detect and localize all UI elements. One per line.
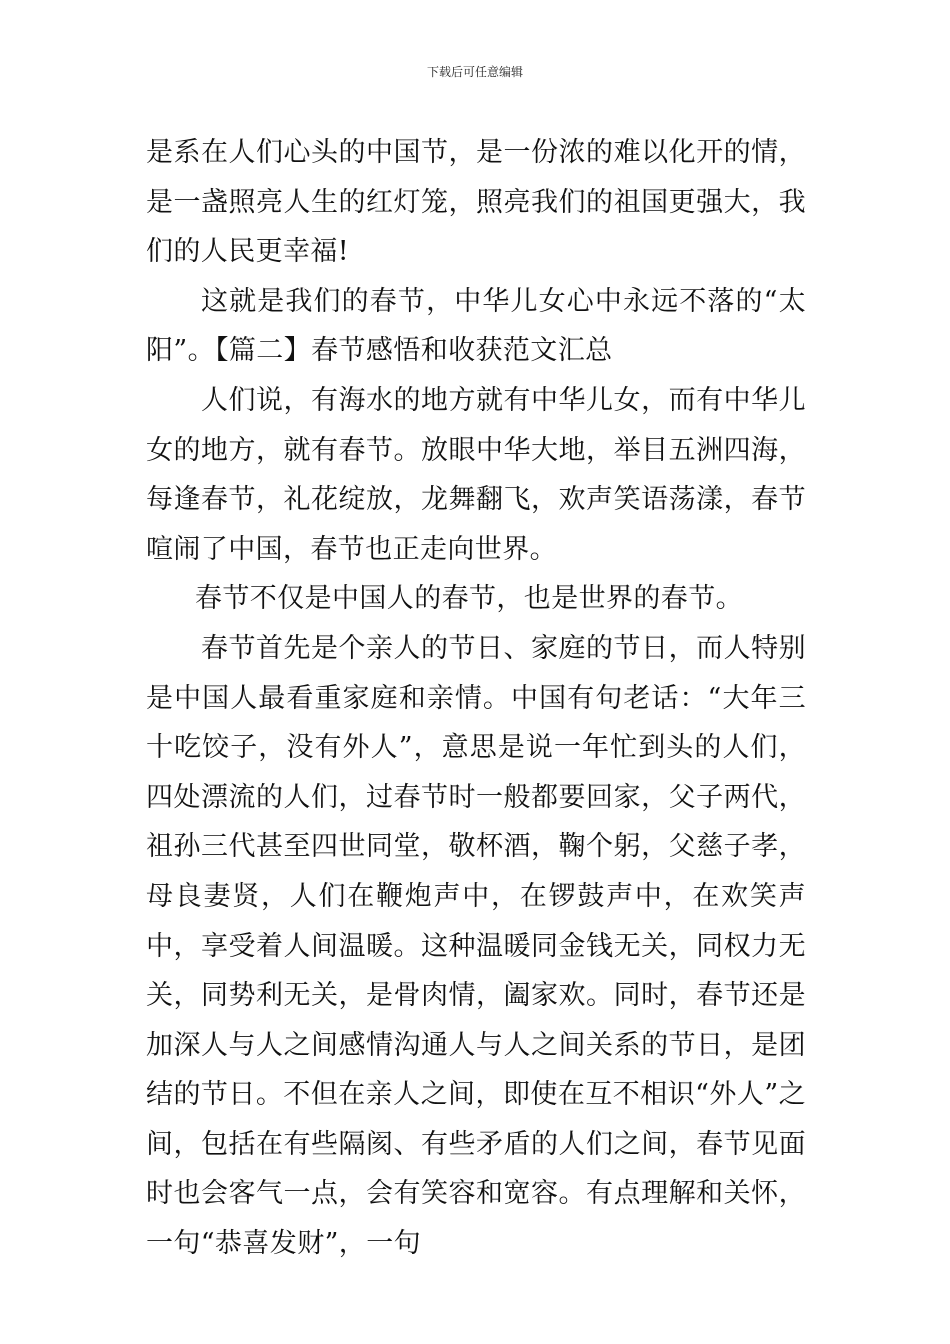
paragraph-4: 春节不仅是中国人的春节，也是世界的春节。 — [195, 583, 743, 615]
paragraph-3: 人们说，有海水的地方就有中华儿女，而有中华儿女的地方，就有春节。放眼中华大地，举目五洲四海，每逢春节，礼花绽放，龙舞翻飞，欢声笑语荡漾，春节喧闹了中国，春节也正走向世界。 — [146, 384, 806, 565]
page-header: 下载后可任意编辑 — [426, 65, 523, 79]
paragraph-5: 春节首先是个亲人的节日、家庭的节日，而人特别是中国人最看重家庭和亲情。中国有句老话：“大年三十吃饺子，没有外人”，意思是说一年忙到头的人们，四处漂流的人们，过春节时一般都要回家，父子两代，祖孙三代甚至四世同堂，敬杯酒，鞠个躬，父慈子孝，母良妻贤，人们在鞭炮声中，在锣鼓声中，在欢笑声中，享受着人间温暖。这种温暖同金钱无关，同权力无关，同势利无关，是骨肉情，阖家欢。同时，春节还是加深人与人之间感情沟通人与人之间关系的节日，是团结的节日。不但在亲人之间，即使在互不相识“外人”之间，包括在有些隔阂、有些矛盾的人们之间，春节见面时也会客气一点，会有笑容和宽容。有点理解和关怀，一句“恭喜发财”，一句 — [146, 632, 806, 1260]
paragraph-2: 这就是我们的春节，中华儿女心中永远不落的“太阳”。【篇二】春节感悟和收获范文汇总 — [146, 285, 806, 367]
paragraph-1: 是系在人们心头的中国节，是一份浓的难以化开的情，是一盏照亮人生的红灯笼，照亮我们的祖国更强大，我们的人民更幸福! — [146, 137, 806, 268]
document-body — [146, 128, 806, 1269]
